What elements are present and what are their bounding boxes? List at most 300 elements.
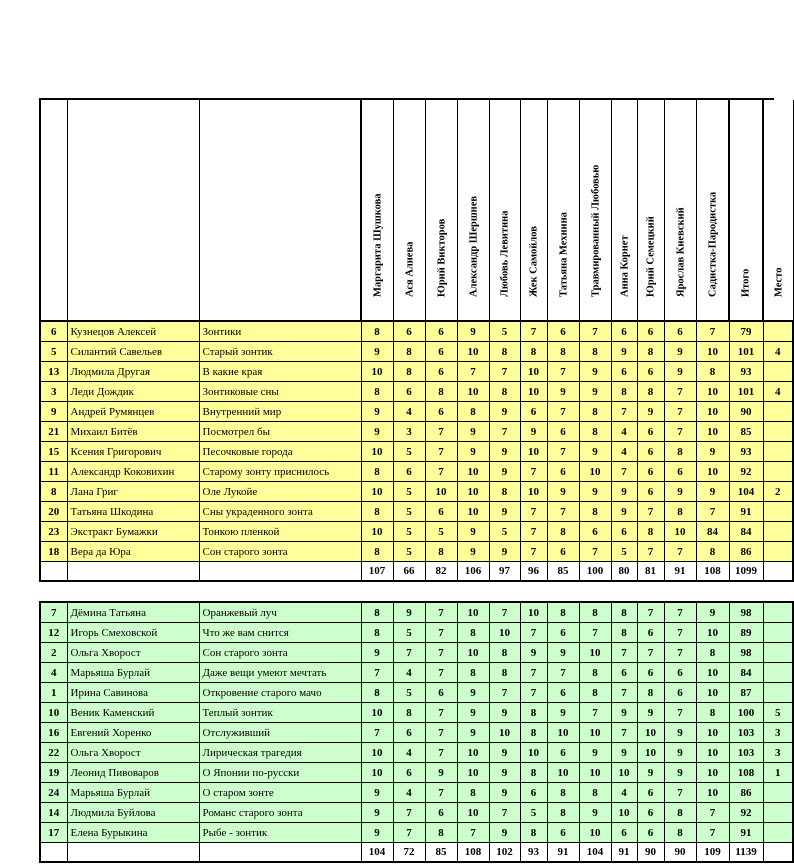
entry-number: 13 (40, 362, 67, 382)
entry-number: 5 (40, 342, 67, 362)
judge-score: 8 (664, 803, 696, 823)
entry-title: Старому зонту приснилось (199, 462, 361, 482)
judge-score: 6 (393, 321, 425, 342)
entry-number: 16 (40, 723, 67, 743)
table-row (40, 783, 793, 803)
judge-score: 6 (611, 522, 637, 542)
author-name: Леди Дождик (67, 382, 199, 402)
judge-score: 8 (457, 623, 489, 643)
table-row (40, 402, 793, 422)
entry-number: 6 (40, 321, 67, 342)
judges-header (39, 98, 784, 320)
entry-number: 9 (40, 402, 67, 422)
judge-score: 9 (520, 422, 547, 442)
judge-score: 10 (611, 763, 637, 783)
judge-score: 5 (393, 502, 425, 522)
author-name: Марьяша Бурлай (67, 663, 199, 683)
judge-score: 10 (579, 763, 611, 783)
row-place: 1 (763, 763, 793, 783)
author-name: Людмила Другая (67, 362, 199, 382)
column-header-label: Маргарита Шушкова (372, 193, 383, 297)
entry-number: 11 (40, 462, 67, 482)
judge-score: 6 (611, 823, 637, 843)
entry-number: 17 (40, 823, 67, 843)
table-row (40, 723, 793, 743)
judge-score: 9 (393, 602, 425, 623)
table-row (40, 382, 793, 402)
judge-score: 10 (696, 683, 729, 703)
judge-score: 9 (361, 803, 393, 823)
judge-score: 7 (611, 402, 637, 422)
row-place (763, 422, 793, 442)
judge-score: 8 (547, 602, 579, 623)
entry-number: 18 (40, 542, 67, 562)
judge-score: 9 (696, 482, 729, 502)
judge-score: 6 (664, 683, 696, 703)
judge-score: 7 (579, 623, 611, 643)
judge-score: 7 (361, 663, 393, 683)
judge-score: 8 (579, 783, 611, 803)
judge-score: 7 (637, 542, 664, 562)
judge-column-header (521, 100, 548, 320)
judge-score: 84 (696, 522, 729, 542)
judge-score: 8 (393, 703, 425, 723)
judge-score: 9 (489, 763, 520, 783)
number-column-header (41, 100, 68, 320)
judge-score: 9 (457, 522, 489, 542)
judge-score: 10 (696, 663, 729, 683)
empty-cell (763, 562, 793, 582)
entry-title: Романс старого зонта (199, 803, 361, 823)
group2-table (39, 601, 794, 863)
row-place (763, 602, 793, 623)
judge-column-header (458, 100, 490, 320)
author-name: Елена Бурыкина (67, 823, 199, 843)
entry-title: Рыбе - зонтик (199, 823, 361, 843)
judge-score: 10 (637, 723, 664, 743)
judge-score: 6 (425, 402, 457, 422)
judge-score: 9 (696, 442, 729, 462)
judge-score: 5 (393, 482, 425, 502)
table-row (40, 763, 793, 783)
row-total: 98 (729, 643, 763, 663)
judge-score: 6 (547, 422, 579, 442)
row-place: 3 (763, 743, 793, 763)
judge-score: 9 (579, 382, 611, 402)
judge-score: 9 (361, 823, 393, 843)
judge-score: 8 (664, 823, 696, 843)
judge-score: 9 (361, 402, 393, 422)
judge-total: 106 (457, 562, 489, 582)
judge-score: 7 (425, 743, 457, 763)
judge-score: 10 (579, 462, 611, 482)
judge-total: 108 (457, 843, 489, 863)
entry-number: 24 (40, 783, 67, 803)
column-header-label: Травмированный Любовью (590, 164, 601, 297)
judge-score: 10 (361, 362, 393, 382)
row-place (763, 823, 793, 843)
judge-score: 6 (393, 462, 425, 482)
judge-score: 6 (520, 783, 547, 803)
judge-total: 66 (393, 562, 425, 582)
author-name: Александр Коковихин (67, 462, 199, 482)
judge-score: 10 (520, 743, 547, 763)
judge-score: 6 (393, 723, 425, 743)
judge-score: 5 (489, 321, 520, 342)
judge-total: 91 (547, 843, 579, 863)
judge-score: 10 (520, 362, 547, 382)
row-total: 90 (729, 402, 763, 422)
judge-column-header (394, 100, 426, 320)
judge-score: 9 (489, 402, 520, 422)
table-row (40, 743, 793, 763)
column-header-label: Татьяна Мехнина (558, 212, 569, 297)
author-column-header (68, 100, 200, 320)
judge-score: 9 (457, 703, 489, 723)
judge-score: 8 (547, 783, 579, 803)
judge-score: 6 (393, 763, 425, 783)
judge-score: 6 (664, 321, 696, 342)
judge-score: 6 (637, 362, 664, 382)
judge-total: 90 (637, 843, 664, 863)
judge-score: 8 (361, 382, 393, 402)
entry-title: Зонтиковые сны (199, 382, 361, 402)
column-header-label: Ярослав Киевский (675, 207, 686, 297)
judge-total: 102 (489, 843, 520, 863)
judge-score: 8 (520, 763, 547, 783)
judge-total: 100 (579, 562, 611, 582)
judge-score: 10 (489, 723, 520, 743)
row-place (763, 663, 793, 683)
entry-title: О Японии по-русски (199, 763, 361, 783)
table-row (40, 482, 793, 502)
judge-score: 10 (457, 763, 489, 783)
judge-score: 10 (520, 602, 547, 623)
author-name: Лана Григ (67, 482, 199, 502)
judge-score: 6 (520, 402, 547, 422)
judge-total: 96 (520, 562, 547, 582)
row-total: 86 (729, 542, 763, 562)
row-total: 85 (729, 422, 763, 442)
judge-score: 7 (457, 823, 489, 843)
judge-score: 8 (520, 703, 547, 723)
author-name: Экстракт Бумажки (67, 522, 199, 542)
judge-score: 9 (361, 422, 393, 442)
author-name: Ольга Хворост (67, 643, 199, 663)
judge-score: 8 (696, 643, 729, 663)
judge-total: 85 (425, 843, 457, 863)
judge-score: 5 (489, 522, 520, 542)
row-total: 98 (729, 602, 763, 623)
entry-number: 21 (40, 422, 67, 442)
row-place: 2 (763, 482, 793, 502)
entry-number: 8 (40, 482, 67, 502)
entry-number: 1 (40, 683, 67, 703)
judge-score: 8 (696, 703, 729, 723)
judge-score: 7 (520, 663, 547, 683)
judge-score: 9 (664, 342, 696, 362)
judge-score: 8 (361, 502, 393, 522)
judge-score: 9 (547, 482, 579, 502)
judge-score: 7 (579, 542, 611, 562)
judge-score: 7 (520, 542, 547, 562)
column-header-label: Анна Корнет (619, 235, 630, 297)
author-name: Евгений Хоренко (67, 723, 199, 743)
judge-score: 7 (664, 703, 696, 723)
judge-score: 7 (425, 422, 457, 442)
judge-score: 8 (547, 342, 579, 362)
entry-number: 2 (40, 643, 67, 663)
column-header-label: Место (773, 267, 784, 297)
judge-score: 7 (696, 321, 729, 342)
judge-column-header (362, 100, 394, 320)
judge-score: 6 (637, 482, 664, 502)
judge-score: 8 (425, 382, 457, 402)
judge-score: 7 (425, 643, 457, 663)
judge-score: 8 (361, 542, 393, 562)
row-total: 93 (729, 442, 763, 462)
judge-score: 8 (489, 342, 520, 362)
judge-score: 5 (393, 522, 425, 542)
judge-score: 8 (361, 683, 393, 703)
judge-score: 9 (489, 823, 520, 843)
judge-score: 6 (547, 683, 579, 703)
judge-total: 97 (489, 562, 520, 582)
judge-score: 9 (611, 502, 637, 522)
judge-score: 7 (425, 602, 457, 623)
row-place (763, 803, 793, 823)
judge-score: 7 (547, 663, 579, 683)
judge-score: 7 (425, 663, 457, 683)
judge-total: 81 (637, 562, 664, 582)
judge-score: 7 (393, 823, 425, 843)
judge-score: 9 (696, 602, 729, 623)
judge-score: 9 (520, 643, 547, 663)
author-name: Леонид Пивоваров (67, 763, 199, 783)
table-row (40, 522, 793, 542)
row-place (763, 623, 793, 643)
entry-title: Внутренний мир (199, 402, 361, 422)
judge-score: 6 (579, 522, 611, 542)
judge-score: 10 (696, 743, 729, 763)
empty-cell (763, 843, 793, 863)
table-row (40, 803, 793, 823)
entry-title: Отслуживший (199, 723, 361, 743)
entry-title: Сон старого зонта (199, 542, 361, 562)
empty-cell (199, 843, 361, 863)
judge-score: 9 (579, 362, 611, 382)
table-row (40, 542, 793, 562)
grand-total: 1139 (729, 843, 763, 863)
entry-title: В какие края (199, 362, 361, 382)
judge-score: 10 (696, 783, 729, 803)
judge-score: 7 (425, 462, 457, 482)
judge-score: 7 (611, 723, 637, 743)
judge-score: 4 (393, 783, 425, 803)
entry-number: 7 (40, 602, 67, 623)
entry-number: 19 (40, 763, 67, 783)
judge-score: 7 (664, 783, 696, 803)
row-total: 92 (729, 803, 763, 823)
author-name: Людмила Буйлова (67, 803, 199, 823)
judge-score: 7 (361, 723, 393, 743)
judge-score: 7 (425, 703, 457, 723)
judge-score: 8 (489, 382, 520, 402)
judge-score: 7 (664, 643, 696, 663)
judge-score: 4 (393, 743, 425, 763)
judge-score: 4 (611, 422, 637, 442)
judge-score: 6 (637, 663, 664, 683)
column-header-label: Ася Алиева (404, 241, 415, 297)
judge-score: 8 (457, 402, 489, 422)
judge-score: 6 (547, 623, 579, 643)
column-header-label: Садистка-Пародистка (707, 191, 718, 297)
author-name: Ксения Григорович (67, 442, 199, 462)
judge-score: 9 (489, 783, 520, 803)
judge-score: 7 (664, 542, 696, 562)
author-name: Марьяша Бурлай (67, 783, 199, 803)
row-place (763, 542, 793, 562)
judge-score: 6 (547, 743, 579, 763)
entry-number: 22 (40, 743, 67, 763)
judge-score: 8 (361, 462, 393, 482)
entry-title: О старом зонте (199, 783, 361, 803)
judge-total: 93 (520, 843, 547, 863)
judge-score: 10 (579, 643, 611, 663)
judge-score: 6 (547, 542, 579, 562)
judge-score: 8 (393, 362, 425, 382)
column-header-label: Юрий Викторов (436, 218, 447, 297)
row-place: 4 (763, 382, 793, 402)
judge-total: 82 (425, 562, 457, 582)
entry-number: 23 (40, 522, 67, 542)
judge-score: 8 (611, 602, 637, 623)
judge-column-header (665, 100, 697, 320)
judge-score: 9 (489, 462, 520, 482)
judge-score: 6 (425, 362, 457, 382)
judge-score: 6 (637, 783, 664, 803)
judge-score: 6 (637, 321, 664, 342)
entry-title: Посмотрел бы (199, 422, 361, 442)
author-name: Михаил Битёв (67, 422, 199, 442)
entry-title: Сон старого зонта (199, 643, 361, 663)
judge-score: 8 (425, 542, 457, 562)
judge-score: 8 (457, 663, 489, 683)
judge-score: 5 (611, 542, 637, 562)
table-row (40, 502, 793, 522)
judge-score: 7 (664, 422, 696, 442)
judge-score: 10 (696, 763, 729, 783)
judge-score: 9 (489, 442, 520, 462)
entry-title: Теплый зонтик (199, 703, 361, 723)
entry-title: Оранжевый луч (199, 602, 361, 623)
row-total: 104 (729, 482, 763, 502)
judge-score: 7 (520, 522, 547, 542)
row-total: 84 (729, 522, 763, 542)
judge-score: 9 (457, 723, 489, 743)
judge-total: 85 (547, 562, 579, 582)
judge-score: 7 (579, 703, 611, 723)
judge-score: 9 (547, 643, 579, 663)
judge-score: 6 (611, 663, 637, 683)
judge-column-header (638, 100, 665, 320)
judge-score: 8 (579, 502, 611, 522)
judge-column-header (548, 100, 580, 320)
judge-score: 5 (520, 803, 547, 823)
group1-table (39, 320, 794, 582)
judge-score: 8 (489, 482, 520, 502)
table-row (40, 462, 793, 482)
judge-score: 9 (611, 743, 637, 763)
judge-total: 80 (611, 562, 637, 582)
entry-number: 20 (40, 502, 67, 522)
judge-score: 7 (611, 683, 637, 703)
judge-score: 6 (547, 462, 579, 482)
entry-number: 4 (40, 663, 67, 683)
judge-total: 107 (361, 562, 393, 582)
empty-cell (40, 562, 67, 582)
judge-score: 5 (393, 623, 425, 643)
author-name: Ольга Хворост (67, 743, 199, 763)
judge-score: 7 (457, 362, 489, 382)
judge-score: 9 (579, 743, 611, 763)
judge-score: 9 (637, 703, 664, 723)
judge-score: 10 (696, 342, 729, 362)
judge-score: 6 (425, 321, 457, 342)
table-row (40, 602, 793, 623)
judge-total: 72 (393, 843, 425, 863)
entry-title: Старый зонтик (199, 342, 361, 362)
judge-score: 10 (361, 763, 393, 783)
judge-score: 9 (611, 482, 637, 502)
judge-score: 7 (393, 803, 425, 823)
judge-score: 7 (547, 402, 579, 422)
judge-score: 10 (696, 382, 729, 402)
row-place (763, 502, 793, 522)
judge-score: 8 (520, 342, 547, 362)
entry-number: 12 (40, 623, 67, 643)
judge-score: 7 (489, 602, 520, 623)
judge-score: 8 (579, 683, 611, 703)
judge-score: 9 (664, 763, 696, 783)
judge-score: 4 (611, 783, 637, 803)
table-row (40, 362, 793, 382)
judge-score: 10 (457, 743, 489, 763)
totals-row (40, 843, 793, 863)
row-total: 108 (729, 763, 763, 783)
judge-score: 8 (637, 683, 664, 703)
table-row (40, 683, 793, 703)
judge-score: 10 (361, 522, 393, 542)
author-name: Ирина Савинова (67, 683, 199, 703)
judge-score: 7 (520, 683, 547, 703)
row-place: 4 (763, 342, 793, 362)
judge-score: 8 (696, 542, 729, 562)
judge-score: 8 (520, 823, 547, 843)
judge-score: 7 (547, 442, 579, 462)
judge-column-header (580, 100, 612, 320)
judge-score: 7 (489, 683, 520, 703)
judge-score: 10 (457, 502, 489, 522)
judge-score: 7 (664, 402, 696, 422)
judge-score: 7 (489, 803, 520, 823)
judge-score: 9 (457, 442, 489, 462)
judge-score: 9 (664, 362, 696, 382)
judge-score: 6 (637, 823, 664, 843)
judge-score: 7 (425, 723, 457, 743)
judge-score: 10 (547, 723, 579, 743)
judge-score: 7 (696, 803, 729, 823)
